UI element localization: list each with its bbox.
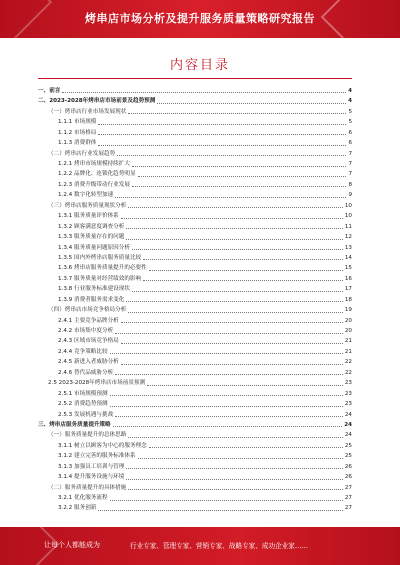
toc-entry[interactable] (38, 410, 352, 420)
toc-entry-page: 27 (344, 495, 352, 502)
toc-entry-title: 1.3.8 行业服务标准建设现状 (58, 286, 130, 293)
toc-leader-dots (110, 350, 343, 354)
toc-entry-page: 14 (344, 254, 352, 261)
toc-entry[interactable] (38, 149, 352, 159)
toc-entry-title: 1.2.1 烤串市场规模持续扩大 (58, 161, 130, 168)
toc-leader-dots (128, 204, 343, 208)
toc-entry-page: 15 (344, 265, 352, 272)
toc-entry-title: 1.1.2 市场格局 (58, 129, 97, 136)
toc-entry-page: 21 (344, 348, 352, 355)
toc-entry-title: 1.2.4 数字化转型加速 (58, 192, 114, 199)
toc-entry[interactable] (38, 201, 352, 211)
toc-entry-title: 1.1.1 市场规模 (58, 119, 97, 126)
toc-entry[interactable] (38, 253, 352, 263)
toc-entry-page: 26 (344, 463, 352, 470)
toc-entry-title: 1.3.1 服务质量评价体系 (58, 213, 119, 220)
toc-entry[interactable] (38, 128, 352, 138)
toc-leader-dots (132, 163, 346, 167)
toc-entry-title: 3.1.1 树立以顾客为中心的服务理念 (58, 442, 147, 449)
toc-entry[interactable] (38, 399, 352, 409)
toc-leader-dots (121, 361, 343, 365)
toc-leader-dots (110, 392, 343, 396)
toc-leader-dots (110, 403, 343, 407)
toc-entry-title: （一）烤串店行业市场发展现状 (48, 108, 127, 115)
toc-entry-page: 27 (344, 484, 352, 491)
toc-leader-dots (126, 236, 343, 240)
toc-entry-page: 27 (344, 505, 352, 512)
toc-entry-title: 1.2.3 消费升级带动行业发展 (58, 181, 130, 188)
toc-entry[interactable] (38, 504, 352, 514)
toc-entry-title: 1.2.2 品牌化、连锁化趋势明显 (58, 171, 136, 178)
toc-entry[interactable] (38, 243, 352, 253)
toc-entry[interactable] (38, 483, 352, 493)
toc-entry-page: 16 (344, 275, 352, 282)
toc-leader-dots (115, 413, 343, 417)
toc-entry-page: 12 (344, 234, 352, 241)
toc-entry[interactable] (38, 180, 352, 190)
toc-leader-dots (132, 183, 346, 187)
toc-entry-page: 21 (344, 338, 352, 345)
toc-entry[interactable] (38, 284, 352, 294)
toc-leader-dots (98, 121, 346, 125)
toc-heading: 内容目录 (169, 58, 230, 73)
toc-entry[interactable] (38, 190, 352, 200)
toc-leader-dots (128, 309, 343, 313)
toc-entry[interactable] (38, 117, 352, 127)
toc-leader-dots (121, 319, 343, 323)
toc-entry-page: 22 (344, 369, 352, 376)
toc-entry-title: 1.3.6 烤串店服务质量提升的必要性 (58, 265, 147, 272)
toc-leader-dots (126, 225, 343, 229)
toc-entry-title: 一、前言 (38, 87, 61, 94)
toc-entry-title: 2.4.3 区域市场竞争格局 (58, 338, 119, 345)
toc-entry-page: 25 (344, 453, 352, 460)
toc-entry[interactable] (38, 263, 352, 273)
toc-leader-dots (121, 340, 343, 344)
toc-entry-page: 7 (348, 171, 352, 178)
toc-entry-title: 1.3.9 消费者服务需求变化 (58, 296, 125, 303)
toc-leader-dots (149, 444, 343, 448)
toc-entry-page: 8 (348, 181, 352, 188)
toc-entry-page: 10 (344, 202, 352, 209)
toc-entry-page: 7 (348, 161, 352, 168)
toc-entry-page: 20 (344, 328, 352, 335)
toc-entry-title: （二）烤串店行业发展趋势 (48, 150, 116, 157)
toc-entry[interactable] (38, 170, 352, 180)
toc-entry-page: 23 (344, 390, 352, 397)
toc-entry-page: 23 (344, 380, 352, 387)
toc-entry[interactable] (38, 472, 352, 482)
toc-entry-title: （二）服务质量提升的具体措施 (48, 484, 127, 491)
toc-leader-dots (126, 476, 343, 480)
toc-leader-dots (128, 434, 343, 438)
toc-leader-dots (128, 110, 346, 114)
toc-entry-page: 11 (344, 223, 352, 230)
toc-entry-page: 22 (344, 359, 352, 366)
toc-leader-dots (147, 382, 343, 386)
toc-entry-page: 17 (344, 286, 352, 293)
toc-entry-page: 19 (344, 307, 352, 314)
toc-entry[interactable] (38, 107, 352, 117)
toc-entry[interactable] (38, 326, 352, 336)
table-of-contents (38, 86, 352, 514)
toc-entry-page: 26 (344, 474, 352, 481)
toc-entry[interactable] (38, 274, 352, 284)
toc-entry-title: （一）服务质量提升的总体思路 (48, 432, 127, 439)
toc-entry-title: 2.5.2 消费趋势预测 (58, 401, 108, 408)
toc-entry-page: 5 (348, 119, 352, 126)
toc-entry-title: 1.3.7 服务质量对经营绩效的影响 (58, 275, 142, 282)
toc-entry-title: 1.3.5 国内外烤串店服务质量比较 (58, 254, 142, 261)
toc-entry-page: 4 (348, 98, 352, 105)
toc-entry-page: 23 (344, 401, 352, 408)
toc-leader-dots (132, 288, 343, 292)
toc-leader-dots (110, 497, 343, 501)
toc-entry[interactable] (38, 305, 352, 315)
toc-leader-dots (121, 215, 343, 219)
toc-entry[interactable] (38, 420, 352, 430)
toc-leader-dots (143, 256, 343, 260)
toc-entry-page: 4 (348, 87, 352, 94)
toc-leader-dots (115, 330, 343, 334)
toc-entry-title: 3.2.2 服务创新 (58, 505, 97, 512)
toc-entry-title: 2.4.2 市场集中度分析 (58, 328, 114, 335)
toc-entry[interactable] (38, 430, 352, 440)
toc-entry-title: 2.5.1 市场规模预测 (58, 390, 108, 397)
toc-entry[interactable] (38, 159, 352, 169)
footer-banner (0, 527, 400, 565)
toc-entry[interactable] (38, 368, 352, 378)
toc-entry-page: 20 (344, 317, 352, 324)
toc-leader-dots (98, 507, 342, 511)
toc-entry[interactable] (38, 389, 352, 399)
toc-entry-page: 10 (344, 213, 352, 220)
toc-entry-title: 二、2023-2028年烤串店市场前景及趋势预测 (38, 98, 156, 105)
toc-entry[interactable] (38, 211, 352, 221)
toc-leader-dots (126, 465, 343, 469)
toc-leader-dots (143, 277, 343, 281)
toc-entry-page: 6 (348, 129, 352, 136)
toc-entry[interactable] (38, 295, 352, 305)
toc-entry-page: 6 (348, 140, 352, 147)
toc-entry[interactable] (38, 138, 352, 148)
toc-entry-page: 7 (348, 150, 352, 157)
toc-divider (38, 78, 352, 79)
toc-entry[interactable] (38, 357, 352, 367)
toc-entry[interactable] (38, 493, 352, 503)
toc-entry[interactable] (38, 462, 352, 472)
footer-slogan: 让每个人都能成为 (44, 541, 100, 549)
toc-entry-title: 3.2.1 优化服务流程 (58, 495, 108, 502)
toc-leader-dots (132, 246, 343, 250)
toc-leader-dots (149, 267, 343, 271)
toc-entry-title: 2.5 2023-2028年烤串店市场前景预测 (48, 380, 146, 387)
toc-entry-title: 2.4.5 新进入者威胁分析 (58, 359, 119, 366)
toc-entry[interactable] (38, 316, 352, 326)
toc-entry-title: 2.4.4 竞争策略比较 (58, 348, 108, 355)
toc-entry-title: （四）烤串店市场竞争格局分析 (48, 307, 127, 314)
toc-entry-page: 25 (344, 442, 352, 449)
toc-entry-title: 3.1.2 建立完善的服务标准体系 (58, 453, 136, 460)
toc-entry-title: 3.1.3 加强员工培训与管理 (58, 463, 125, 470)
toc-leader-dots (115, 371, 343, 375)
toc-entry-page: 24 (344, 432, 352, 439)
toc-leader-dots (126, 298, 343, 302)
toc-leader-dots (117, 152, 346, 156)
header-banner (0, 0, 400, 38)
toc-entry-title: 1.3.4 服务质量问题原因分析 (58, 244, 130, 251)
toc-leader-dots (157, 100, 346, 104)
toc-leader-dots (113, 423, 342, 427)
toc-entry[interactable] (38, 378, 352, 388)
toc-leader-dots (115, 194, 346, 198)
toc-entry-title: 2.4.6 替代品威胁分析 (58, 369, 114, 376)
toc-entry[interactable] (38, 451, 352, 461)
toc-leader-dots (98, 142, 346, 146)
toc-entry-page: 18 (344, 296, 352, 303)
toc-entry-title: （三）烤串店服务质量现状分析 (48, 202, 127, 209)
toc-entry-page: 5 (348, 108, 352, 115)
toc-entry-page: 13 (344, 244, 352, 251)
toc-entry-title: 三、烤串店服务质量提升策略 (38, 421, 111, 428)
document-title: 烤串店市场分析及提升服务质量策略研究报告 (85, 12, 315, 25)
toc-entry[interactable] (38, 96, 352, 106)
toc-entry-title: 1.3.3 服务质量存在的问题 (58, 234, 125, 241)
toc-entry-page: 24 (344, 421, 352, 428)
toc-entry-page: 9 (348, 192, 352, 199)
toc-leader-dots (128, 486, 343, 490)
toc-entry-title: 1.3.2 顾客满意度调查分析 (58, 223, 125, 230)
toc-leader-dots (62, 89, 346, 93)
toc-entry[interactable] (38, 222, 352, 232)
toc-entry[interactable] (38, 347, 352, 357)
toc-entry[interactable] (38, 337, 352, 347)
toc-entry-title: 2.4.1 主要竞争品牌分析 (58, 317, 119, 324)
toc-leader-dots (98, 131, 346, 135)
toc-entry-title: 1.1.3 消费群体 (58, 140, 97, 147)
toc-entry-page: 24 (344, 411, 352, 418)
toc-entry[interactable] (38, 441, 352, 451)
footer-tagline: 行业专家、管理专家、营销专家、战略专家、成功企业家…… (130, 542, 309, 550)
toc-entry-title: 3.1.4 提升服务设施与环境 (58, 474, 125, 481)
toc-entry[interactable] (38, 232, 352, 242)
toc-leader-dots (138, 173, 347, 177)
toc-entry-title: 2.5.3 发展机遇与挑战 (58, 411, 114, 418)
toc-leader-dots (138, 455, 343, 459)
toc-entry[interactable] (38, 86, 352, 96)
